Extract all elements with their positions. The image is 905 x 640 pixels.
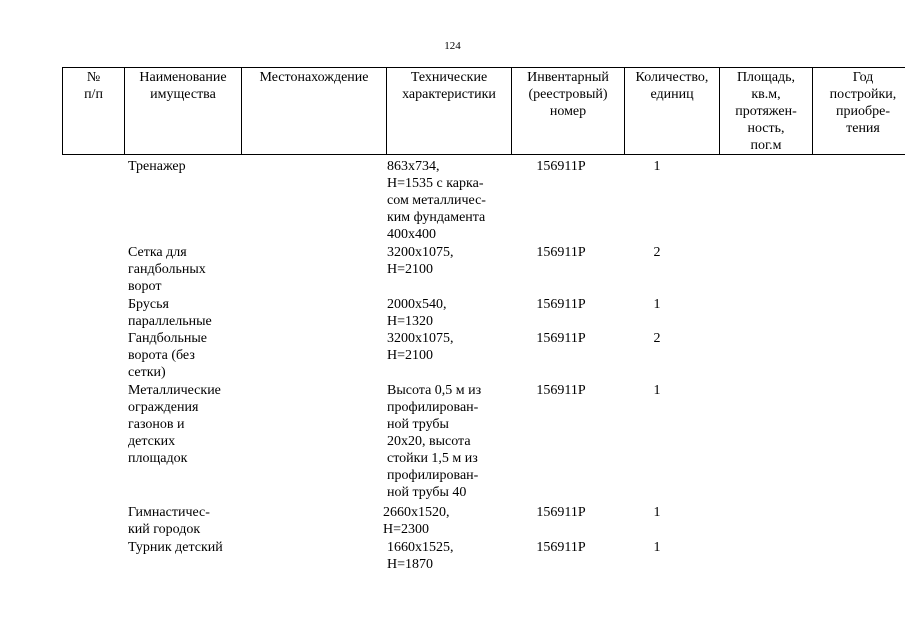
header-quantity: Количество, единиц: [625, 68, 720, 155]
header-area: Площадь, кв.м, протяжен- ность, пог.м: [720, 68, 813, 155]
row-spec: 3200х1075, Н=2100: [387, 245, 454, 277]
row-inventory: 156911Р: [536, 383, 586, 398]
row-inventory: 156911Р: [536, 540, 586, 555]
row-inventory: 156911Р: [536, 159, 586, 174]
row-inventory: 156911Р: [536, 245, 586, 260]
header-inventory-number: Инвентарный (реестровый) номер: [512, 68, 625, 155]
row-name: Гандбольные ворота (без сетки): [128, 331, 207, 380]
row-quantity: 2: [653, 331, 661, 346]
header-year: Год постройки, приобре- тения: [813, 68, 905, 155]
row-spec: 3200х1075, Н=2100: [387, 331, 454, 363]
row-spec: Высота 0,5 м из профилирован- ной трубы 20х20, высота стойки 1,5 м из профилирован- ной трубы 40: [387, 383, 482, 500]
header-name: Наименование имущества: [125, 68, 242, 155]
row-quantity: 2: [653, 245, 661, 260]
row-name: Гимнастичес- кий городок: [128, 505, 210, 537]
row-inventory: 156911Р: [536, 331, 586, 346]
page-number: 124: [444, 40, 461, 52]
row-spec: 2000х540, Н=1320: [387, 297, 447, 329]
row-name: Тренажер: [128, 159, 186, 174]
row-quantity: 1: [653, 383, 661, 398]
header-specs: Технические характеристики: [387, 68, 512, 155]
header-number: № п/п: [63, 68, 125, 155]
row-quantity: 1: [653, 159, 661, 174]
row-spec: 863х734, Н=1535 с карка- сом металличес- ким фундамента 400х400: [387, 159, 486, 242]
row-inventory: 156911Р: [536, 505, 586, 520]
row-spec: 2660х1520, Н=2300: [383, 505, 450, 537]
row-quantity: 1: [653, 540, 661, 555]
row-name: Металлические ограждения газонов и детских площадок: [128, 383, 221, 466]
row-name: Сетка для гандбольных ворот: [128, 245, 206, 294]
row-name: Турник детский: [128, 540, 223, 555]
row-quantity: 1: [653, 505, 661, 520]
row-spec: 1660х1525, Н=1870: [387, 540, 454, 572]
row-name: Брусья параллельные: [128, 297, 212, 329]
row-inventory: 156911Р: [536, 297, 586, 312]
row-quantity: 1: [653, 297, 661, 312]
header-location: Местонахождение: [242, 68, 387, 155]
